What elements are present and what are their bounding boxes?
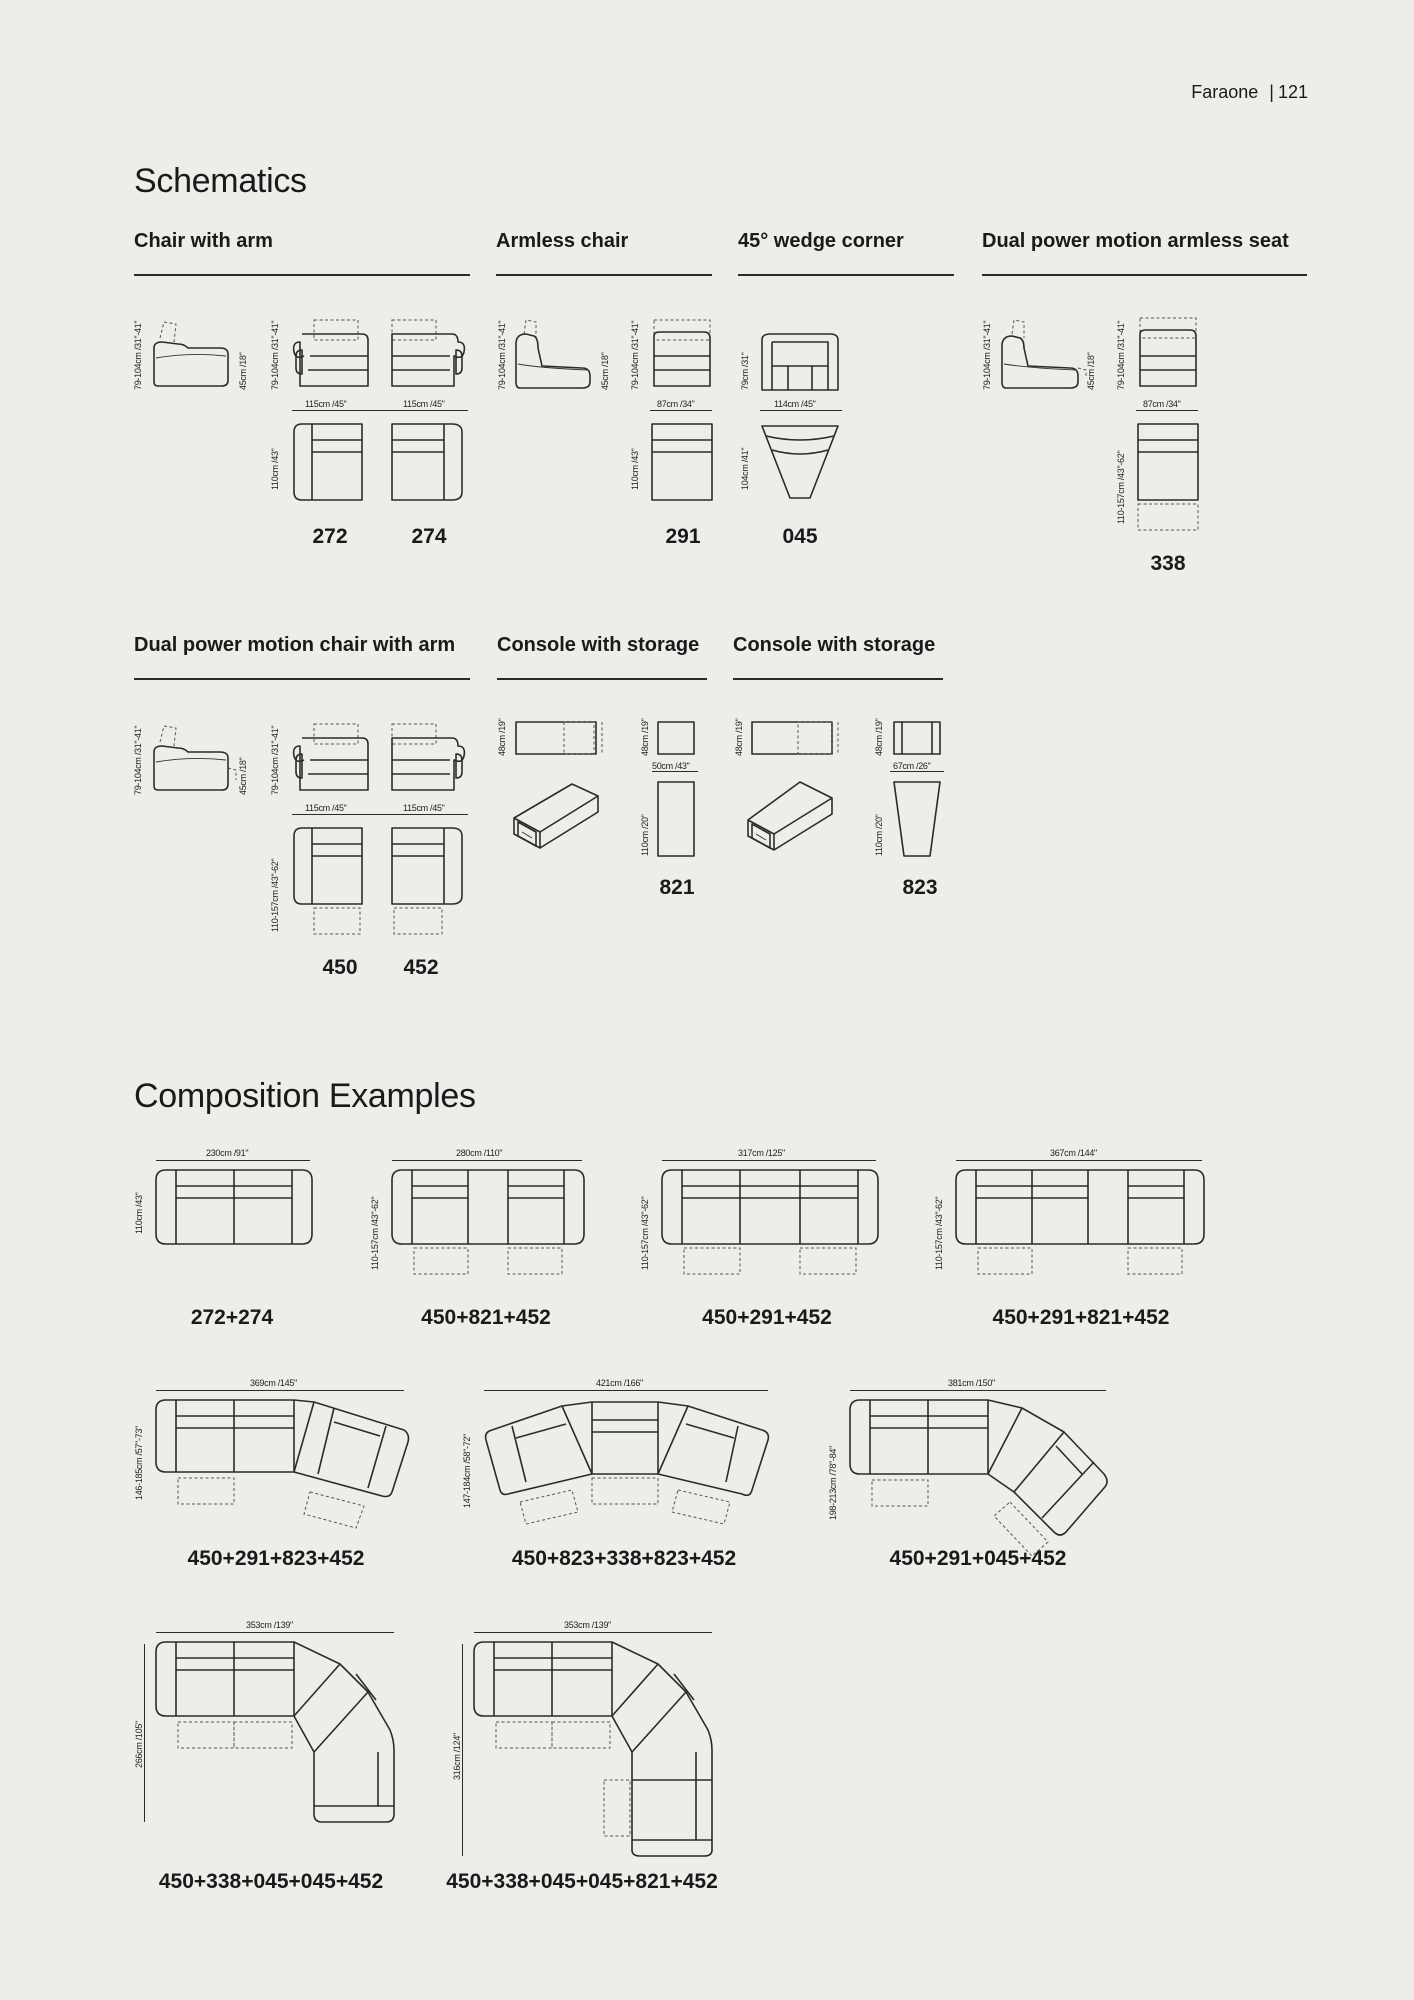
comp-450-291-045-452-plan (848, 1398, 1110, 1546)
comp-width: 317cm /125" (738, 1148, 785, 1158)
chair-450-front-view (292, 724, 372, 796)
chair-272-front-view (292, 320, 372, 392)
chair-274-top-view (388, 422, 468, 502)
dim-width-452: 115cm /45" (403, 803, 445, 813)
armless-291-front-view (650, 320, 714, 392)
dim-height: 79-104cm /31"-41" (133, 725, 143, 795)
comp-depth: 316cm /124" (452, 1733, 462, 1780)
model-code-823: 823 (902, 876, 938, 899)
category-wedge-corner: 45° wedge corner (738, 230, 904, 252)
dim-height: 48cm /19" (640, 718, 650, 756)
chair-452-top-view (388, 826, 468, 938)
dim-line (650, 410, 712, 411)
page-header (1191, 82, 1308, 103)
dim-line (156, 1160, 310, 1161)
dim-height: 48cm /19" (734, 718, 744, 756)
schematics-title: Schematics (134, 162, 307, 200)
console-821-side-view (514, 718, 614, 760)
dim-line (292, 814, 468, 815)
dim-height: 79-104cm /31"-41" (270, 320, 280, 390)
brand-name: Faraone (1191, 82, 1259, 102)
dim-width-045: 114cm /45" (774, 399, 816, 409)
dim-height: 79-104cm /31"-41" (1116, 320, 1126, 390)
dim-line (462, 1644, 463, 1856)
dim-height: 48cm /19" (497, 718, 507, 756)
console-823-top-view (892, 780, 944, 858)
model-code-291: 291 (665, 525, 701, 548)
comp-width: 381cm /150" (948, 1378, 995, 1388)
dim-line (662, 1160, 876, 1161)
comp-label: 450+823+338+823+452 (511, 1547, 737, 1570)
dim-line (392, 1160, 582, 1161)
divider (134, 678, 470, 680)
dim-line (1136, 410, 1198, 411)
divider (496, 274, 712, 276)
dim-height: 79cm /31" (740, 352, 750, 390)
model-code-274: 274 (411, 525, 447, 548)
divider (982, 274, 1307, 276)
chair-272-top-view (292, 422, 372, 502)
comp-label: 450+821+452 (421, 1306, 551, 1329)
page-number: 121 (1277, 82, 1308, 102)
dim-height: 79-104cm /31"-41" (270, 725, 280, 795)
comp-label: 450+338+045+045+452 (158, 1870, 384, 1893)
comp-450-291-452-plan (660, 1168, 880, 1280)
comp-label: 450+291+821+452 (992, 1306, 1170, 1329)
comp-depth: 110-157cm /43"-62" (640, 1196, 650, 1270)
model-code-450: 450 (322, 956, 358, 979)
model-code-452: 452 (403, 956, 439, 979)
dim-line (156, 1632, 394, 1633)
dim-depth: 104cm /41" (740, 447, 750, 490)
dim-seat-height: 45cm /18" (238, 352, 248, 390)
motion-armless-338-top-view (1136, 422, 1200, 532)
dim-height: 79-104cm /31"-41" (133, 320, 143, 390)
divider (733, 678, 943, 680)
comp-label: 450+291+452 (702, 1306, 832, 1329)
comp-width: 421cm /166" (596, 1378, 643, 1388)
dim-width-338: 87cm /34" (1143, 399, 1181, 409)
comp-450-291-821-452-plan (954, 1168, 1206, 1280)
chair-452-front-view (388, 724, 468, 796)
dim-depth: 110cm /20" (640, 814, 650, 856)
dim-seat-height: 45cm /18" (1086, 352, 1096, 390)
dim-line (292, 410, 468, 411)
dim-line (850, 1390, 1106, 1391)
category-dual-motion-armless: Dual power motion armless seat (982, 230, 1289, 252)
dim-depth: 110cm /43" (630, 448, 640, 490)
header-divider: | (1269, 82, 1274, 102)
console-823-iso-view (744, 776, 840, 858)
chair-450-top-view (292, 826, 372, 938)
dim-width-272: 115cm /45" (305, 399, 347, 409)
dim-line (144, 1644, 145, 1822)
model-code-338: 338 (1150, 552, 1186, 575)
category-console-823: Console with storage (733, 634, 936, 656)
motion-chair-side-view (150, 722, 234, 797)
model-code-045: 045 (782, 525, 818, 548)
comp-label: 450+291+823+452 (187, 1547, 365, 1570)
comp-450-821-452-plan (390, 1168, 586, 1280)
comp-depth: 266cm /105" (134, 1721, 144, 1768)
dim-line (890, 771, 944, 772)
comp-width: 353cm /139" (246, 1620, 293, 1630)
comp-depth: 146-185cm /57"-73" (134, 1425, 144, 1500)
comp-depth: 147-184cm /58"-72" (462, 1433, 472, 1508)
category-dual-motion-chair-arm: Dual power motion chair with arm (134, 634, 456, 656)
comp-depth: 110-157cm /43"-62" (934, 1196, 944, 1270)
dim-seat-height: 45cm /18" (600, 352, 610, 390)
dim-height: 79-104cm /31"-41" (982, 320, 992, 390)
category-armless-chair: Armless chair (496, 230, 629, 252)
dim-height: 79-104cm /31"-41" (497, 320, 507, 390)
comp-450-338-045-045-821-452-plan (472, 1640, 716, 1860)
dim-width-274: 115cm /45" (403, 399, 445, 409)
wedge-front-view (758, 332, 842, 394)
model-code-272: 272 (312, 525, 348, 548)
chair-arm-side-view (150, 318, 230, 393)
comp-label: 450+338+045+045+821+452 (446, 1870, 718, 1893)
model-code-821: 821 (659, 876, 695, 899)
dim-depth: 110cm /43" (270, 448, 280, 490)
comp-450-823-338-823-452-plan (482, 1398, 774, 1530)
comp-depth: 110-157cm /43"-62" (370, 1196, 380, 1270)
dim-height: 79-104cm /31"-41" (630, 320, 640, 390)
console-821-front-view (656, 720, 698, 756)
divider (497, 678, 707, 680)
category-chair-with-arm: Chair with arm (134, 230, 273, 252)
dim-line (652, 771, 698, 772)
dim-width-450: 115cm /45" (305, 803, 347, 813)
comp-450-291-823-452-plan (154, 1396, 410, 1526)
comp-depth: 110cm /43" (134, 1192, 144, 1234)
wedge-top-view (758, 422, 842, 502)
comp-width: 369cm /145" (250, 1378, 297, 1388)
dim-line (156, 1390, 404, 1391)
console-821-iso-view (510, 778, 606, 856)
comp-width: 280cm /110" (456, 1148, 503, 1158)
dim-line (956, 1160, 1202, 1161)
comp-width: 230cm /91" (206, 1148, 249, 1158)
compositions-title: Composition Examples (134, 1077, 476, 1115)
dim-line (474, 1632, 712, 1633)
dim-seat-height: 45cm /18" (238, 757, 248, 795)
comp-450-338-045-045-452-plan (154, 1640, 398, 1826)
dim-width-823: 67cm /26" (893, 761, 931, 771)
console-823-front-view (892, 720, 944, 756)
dim-depth: 110-157cm /43"-62" (1116, 450, 1126, 524)
dim-height: 48cm /19" (874, 718, 884, 756)
armless-side-view (510, 318, 590, 393)
motion-armless-338-front-view (1136, 318, 1200, 392)
divider (134, 274, 470, 276)
console-821-top-view (656, 780, 698, 858)
comp-272-274-plan (154, 1168, 314, 1248)
dim-width-291: 87cm /34" (657, 399, 695, 409)
dim-depth: 110cm /20" (874, 814, 884, 856)
comp-label: 272+274 (190, 1306, 274, 1329)
divider (738, 274, 954, 276)
comp-label: 450+291+045+452 (889, 1547, 1067, 1570)
comp-width: 367cm /144" (1050, 1148, 1097, 1158)
motion-armless-side-view (998, 318, 1082, 393)
console-823-side-view (750, 718, 850, 760)
comp-depth: 198-213cm /78"-84" (828, 1445, 838, 1520)
armless-291-top-view (650, 422, 714, 502)
dim-line (484, 1390, 768, 1391)
chair-274-front-view (388, 320, 468, 392)
comp-width: 353cm /139" (564, 1620, 611, 1630)
dim-depth: 110-157cm /43"-62" (270, 858, 280, 932)
dim-width-821: 50cm /43" (652, 761, 690, 771)
category-console-821: Console with storage (497, 634, 700, 656)
dim-line (760, 410, 842, 411)
